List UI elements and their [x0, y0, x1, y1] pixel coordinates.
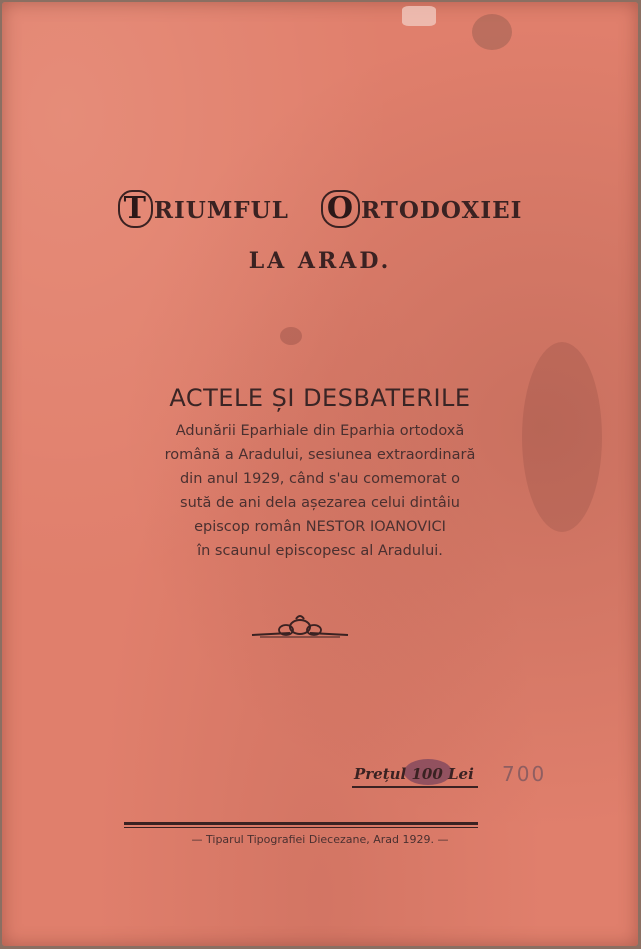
description-line: sută de ani dela așezarea celui dintâiu — [180, 495, 460, 511]
stain-mark — [472, 14, 512, 50]
description-line: din anul 1929, când s'au comemorat o — [179, 471, 461, 487]
decorative-initial: O — [321, 190, 360, 228]
title-line-2: LA ARAD. — [248, 248, 392, 274]
imprint-rule — [124, 822, 478, 825]
printer-imprint: — Tiparul Tipografiei Diecezane, Arad 1929. — — [191, 833, 449, 846]
decorative-initial: T — [118, 190, 153, 228]
ornament-icon — [250, 613, 350, 641]
price-underline — [352, 786, 478, 788]
description-line: în scaunul episcopesc al Aradului. — [197, 543, 443, 559]
main-heading: ACTELE ȘI DESBATERILE — [169, 384, 471, 412]
description-line: episcop român NESTOR IOANOVICI — [194, 519, 446, 535]
imprint-rule — [124, 827, 478, 828]
title-line-1 — [2, 190, 638, 228]
stain-mark — [280, 327, 302, 345]
description-line: română a Aradului, sesiunea extraordinară — [164, 447, 476, 463]
title-word-2: RTODOXIEI — [361, 197, 523, 224]
pencil-mark: 700 — [502, 762, 547, 786]
title-word-1: RIUMFUL — [153, 197, 289, 224]
book-cover — [2, 2, 638, 946]
price-label: Prețul 100 Lei — [354, 765, 474, 783]
description-line: Adunării Eparhiale din Eparhia ortodoxă — [175, 423, 465, 439]
stain-mark — [402, 6, 436, 26]
